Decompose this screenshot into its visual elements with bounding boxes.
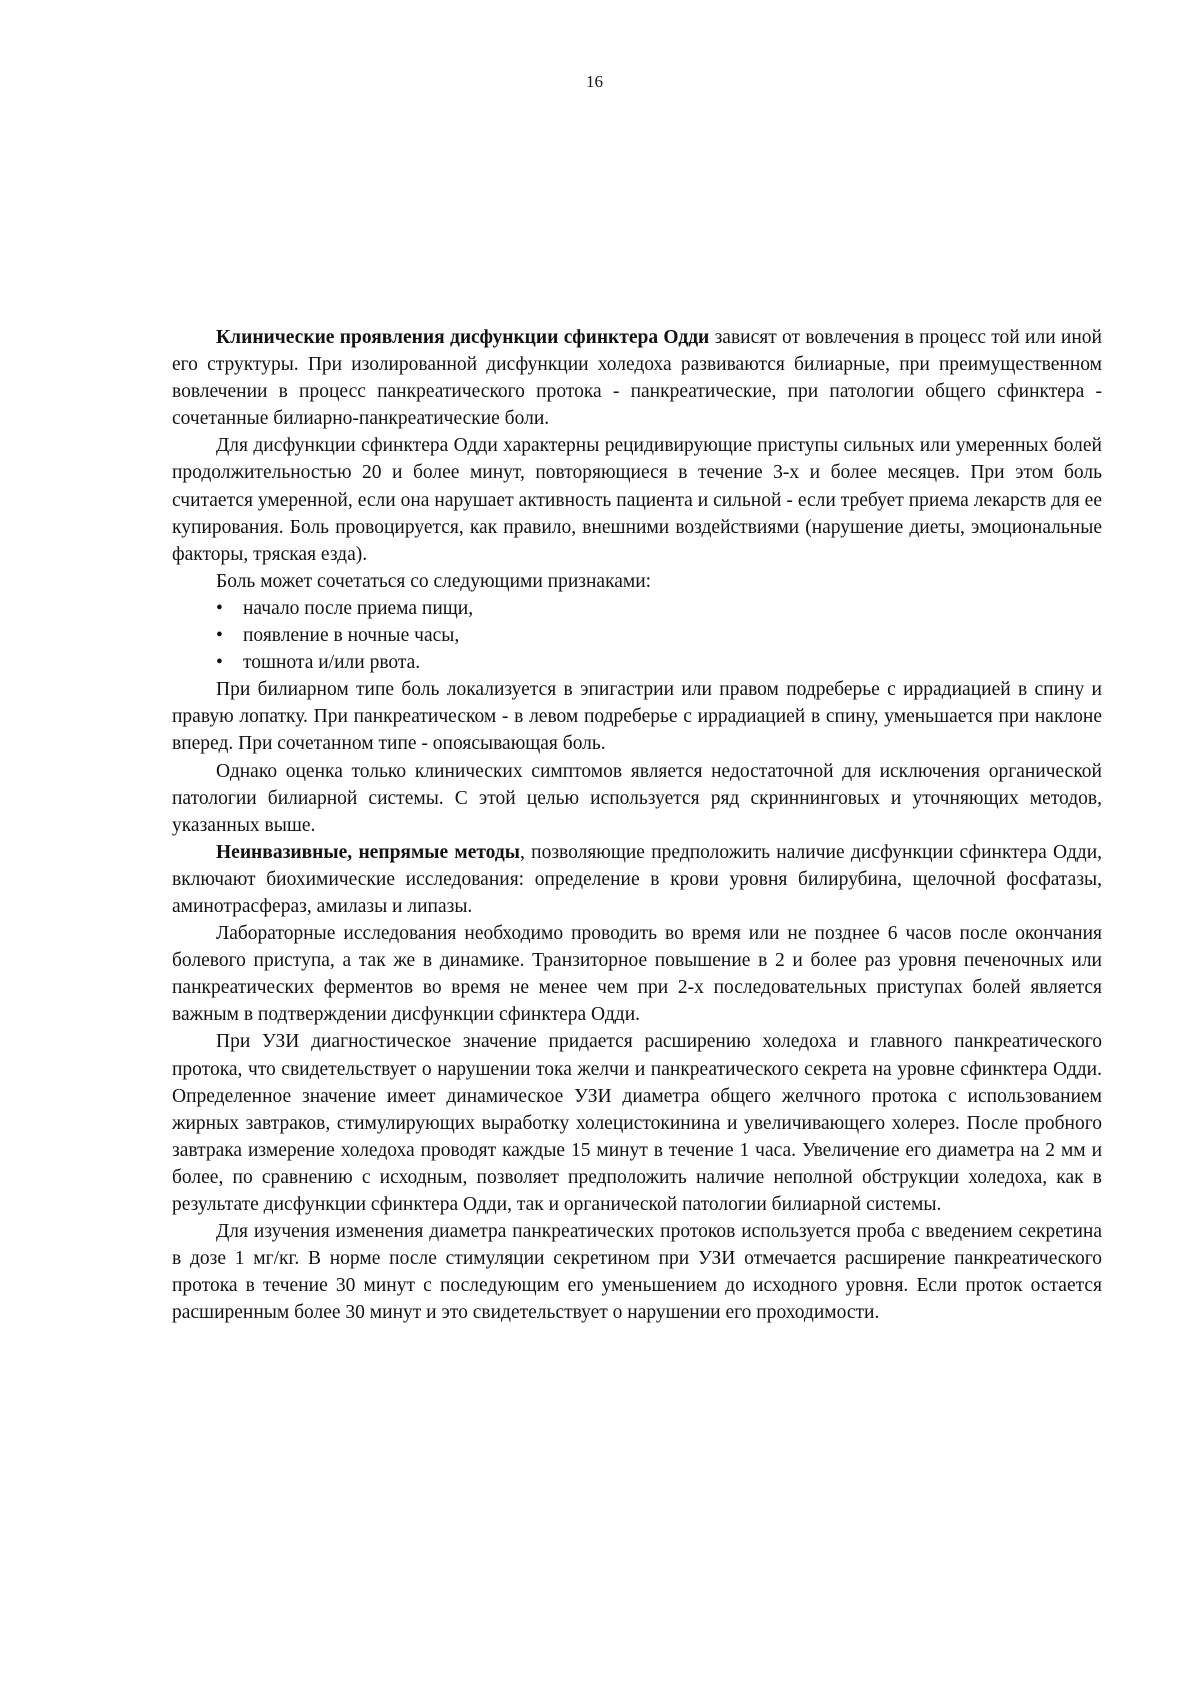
paragraph-pain-characteristics: Для дисфункции сфинктера Одди характерны рецидивирующие приступы сильных или умеренных болей продолжительностью 20 и более минут, повторяющиеся в течение 3-х и более месяцев. При этом боль считается умеренной, если она нарушает активность пациента и сильной - если требует приема лекарств для ее купирования. Боль провоцируется, как правило, внешними воздействиями (нарушение диеты, эмоциональные факторы, тряская езда). [172,435,1102,565]
list-item-text: тошнота и/или рвота. [243,652,421,674]
bullet-icon: • [216,597,223,619]
bullet-icon: • [216,652,223,674]
paragraph-clinical-manifestations [172,324,1102,432]
paragraph-lab-tests: Лабораторные исследования необходимо проводить во время или не позднее 6 часов после окончания болевого приступа, а так же в динамике. Транзиторное повышение в 2 и более раз уровня печеночных или панкреатических ферментов во время не менее чем при 2-х последовательных приступах болей является важным в подтверждении дисфункции сфинктера Одди. [172,923,1102,1026]
document-body [172,324,1102,1326]
list-item [216,649,1102,676]
paragraph-pain-signs-intro: Боль может сочетаться со следующими признаками: [216,570,652,592]
bullet-icon: • [216,625,223,647]
paragraph-ultrasound: При УЗИ диагностическое значение придается расширению холедоха и главного панкреатического протока, что свидетельствует о нарушении тока желчи и панкреатического секрета на уровне сфинктера Одди. Определенное значение имеет динамическое УЗИ диаметра общего желчного протока с использованием жирных завтраков, стимулирующих выработку холецистокинина и увеличивающего холерез. После пробного завтрака измерение холедоха проводят каждые 15 минут в течение 1 часа. Увеличение его диаметра на 2 мм и более, по сравнению с исходным, позволяет предположить наличие неполной обструкции холедоха, как в результате дисфункции сфинктера Одди, так и органической патологии билиарной системы. [172,1031,1102,1215]
paragraph-pain-localization: При билиарном типе боль локализуется в эпигастрии или правом подреберье с иррадиацией в спину и правую лопатку. При панкреатическом - в левом подреберье с иррадиацией в спину, уменьшается при наклоне вперед. При сочетанном типе - опоясывающая боль. [172,679,1102,755]
paragraph-noninvasive-methods [172,839,1102,920]
paragraph-secretin-test: Для изучения изменения диаметра панкреатических протоков используется проба с введением секретина в дозе 1 мг/кг. В норме после стимуляции секретином при УЗИ отмечается расширение панкреатического протока в течение 30 минут с последующим его уменьшением до исходного уровня. Если проток остается расширенным более 30 минут и это свидетельствует о нарушении его проходимости. [172,1221,1102,1324]
paragraph-symptoms-insufficient: Однако оценка только клинических симптомов является недостаточной для исключения органической патологии билиарной системы. С этой целью используется ряд скриннинговых и уточняющих методов, указанных выше. [172,760,1102,836]
list-item [216,622,1102,649]
term-clinical-manifestations: Клинические проявления дисфункции сфинктера Одди [216,327,710,348]
paragraph-text: зависят от вовлечения в процесс той или иной его структуры. При изолированной дисфункции холедоха развиваются билиарные, при преимущественном вовлечении в процесс панкреатического протока - панкреатические, при патологии общего сфинктера - сочетанные билиарно-панкреатические боли. [172,327,1102,430]
list-item [216,595,1102,622]
paragraph-text: , позволяющие предположить наличие дисфункции сфинктера Одди, включают биохимические исследования: определение в крови уровня билирубина, щелочной фосфатазы, аминотрасфераз, амилазы и липазы. [172,841,1103,917]
list-item-text: начало после приема пищи, [243,597,474,619]
list-item-text: появление в ночные часы, [243,625,460,647]
page-number: 16 [586,72,603,91]
term-noninvasive-methods: Неинвазивные, непрямые методы [216,841,520,863]
pain-signs-list [172,595,1102,676]
